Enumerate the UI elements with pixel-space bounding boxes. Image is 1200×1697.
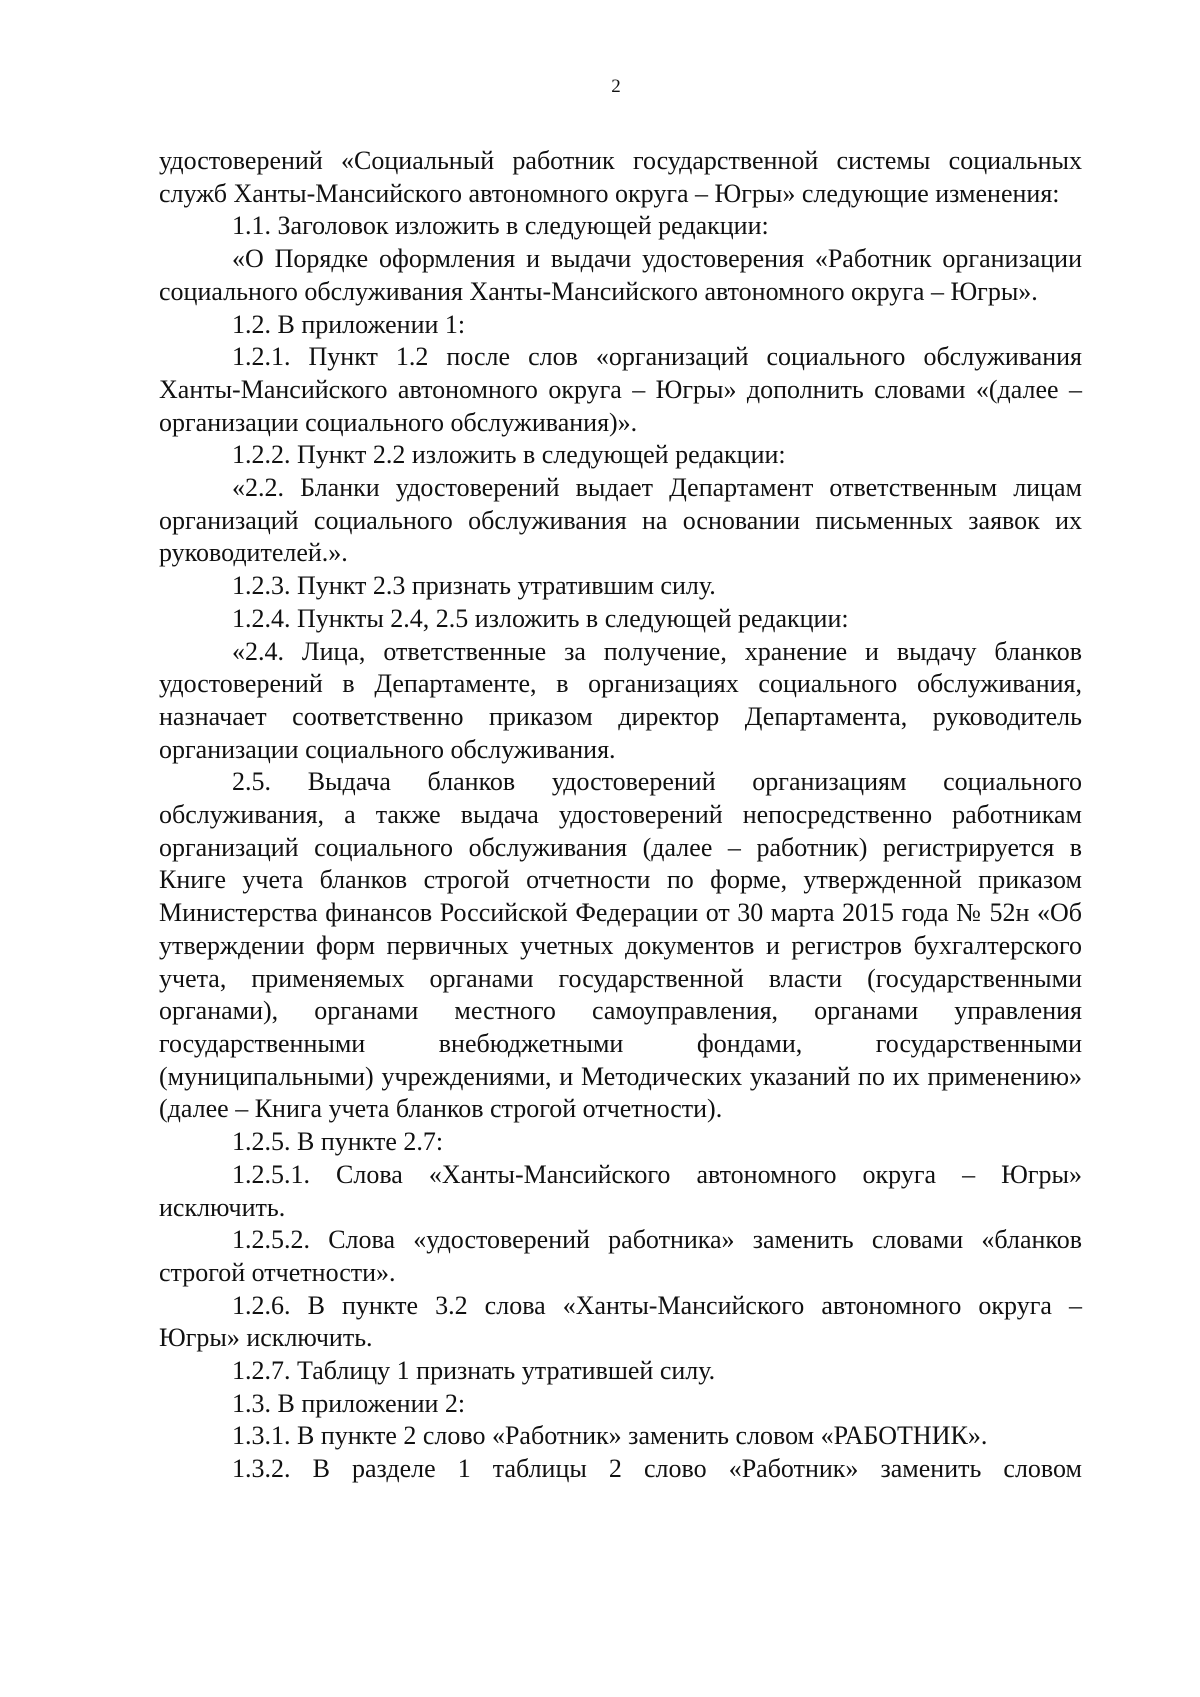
paragraph: 1.2.1. Пункт 1.2 после слов «организаций социального обслуживания Ханты-Мансийского автономного округа – Югры» дополнить словами «(далее – организации социального обслуживания)». <box>159 342 1082 437</box>
paragraph: 1.2.5.1. Слова «Ханты-Мансийского автономного округа – Югры» исключить. <box>159 1159 1082 1222</box>
paragraph: 1.2.4. Пункты 2.4, 2.5 изложить в следующей редакции: <box>232 603 849 633</box>
paragraph: 1.1. Заголовок изложить в следующей редакции: <box>232 211 769 241</box>
paragraph: 2.5. Выдача бланков удостоверений организациям социального обслуживания, а также выдача удостоверений непосредственно работникам организаций социального обслуживания (далее – работник) регистрируется в Книге учета бланков строгой отчетности по форме, утвержденной приказом Министерства финансов Российской Федерации от 30 марта 2015 года № 52н «Об утверждении форм первичных учетных документов и регистров бухгалтерского учета, применяемых органами государственной власти (государственными органами), органами местного самоуправления, органами управления государственными внебюджетными фондами, государственными (муниципальными) учреждениями, и Методических указаний по их применению» (далее – Книга учета бланков строгой отчетности). <box>159 767 1082 1124</box>
paragraph: 1.2.3. Пункт 2.3 признать утратившим силу. <box>232 571 716 601</box>
paragraph: 1.3. В приложении 2: <box>232 1388 466 1418</box>
paragraph: «О Порядке оформления и выдачи удостоверения «Работник организации социального обслуживания Ханты-Мансийского автономного округа – Югры». <box>159 244 1082 306</box>
paragraph: удостоверений «Социальный работник государственной системы социальных служб Ханты-Мансийского автономного округа – Югры» следующие изменения: <box>159 146 1082 208</box>
paragraph: 1.2.6. В пункте 3.2 слова «Ханты-Мансийского автономного округа – Югры» исключить. <box>159 1290 1082 1353</box>
paragraph: 1.2.7. Таблицу 1 признать утратившей силу. <box>232 1356 716 1386</box>
document-body <box>159 145 1082 1486</box>
paragraph: 1.3.2. В разделе 1 таблицы 2 слово «Работник» заменить словом <box>232 1454 1082 1484</box>
paragraph: 1.2. В приложении 1: <box>232 309 466 339</box>
paragraph: 1.3.1. В пункте 2 слово «Работник» заменить словом «РАБОТНИК». <box>232 1421 988 1451</box>
paragraph: 1.2.2. Пункт 2.2 изложить в следующей редакции: <box>232 440 786 470</box>
page-number: 2 <box>611 76 621 97</box>
paragraph: «2.2. Бланки удостоверений выдает Департамент ответственным лицам организаций социального обслуживания на основании письменных заявок их руководителей.». <box>159 473 1082 568</box>
paragraph: 1.2.5. В пункте 2.7: <box>232 1127 444 1157</box>
paragraph: 1.2.5.2. Слова «удостоверений работника» заменить словами «бланков строгой отчетности». <box>159 1225 1082 1287</box>
paragraph: «2.4. Лица, ответственные за получение, хранение и выдачу бланков удостоверений в Департаменте, в организациях социального обслуживания, назначает соответственно приказом директор Департамента, руководитель организации социального обслуживания. <box>159 636 1082 764</box>
